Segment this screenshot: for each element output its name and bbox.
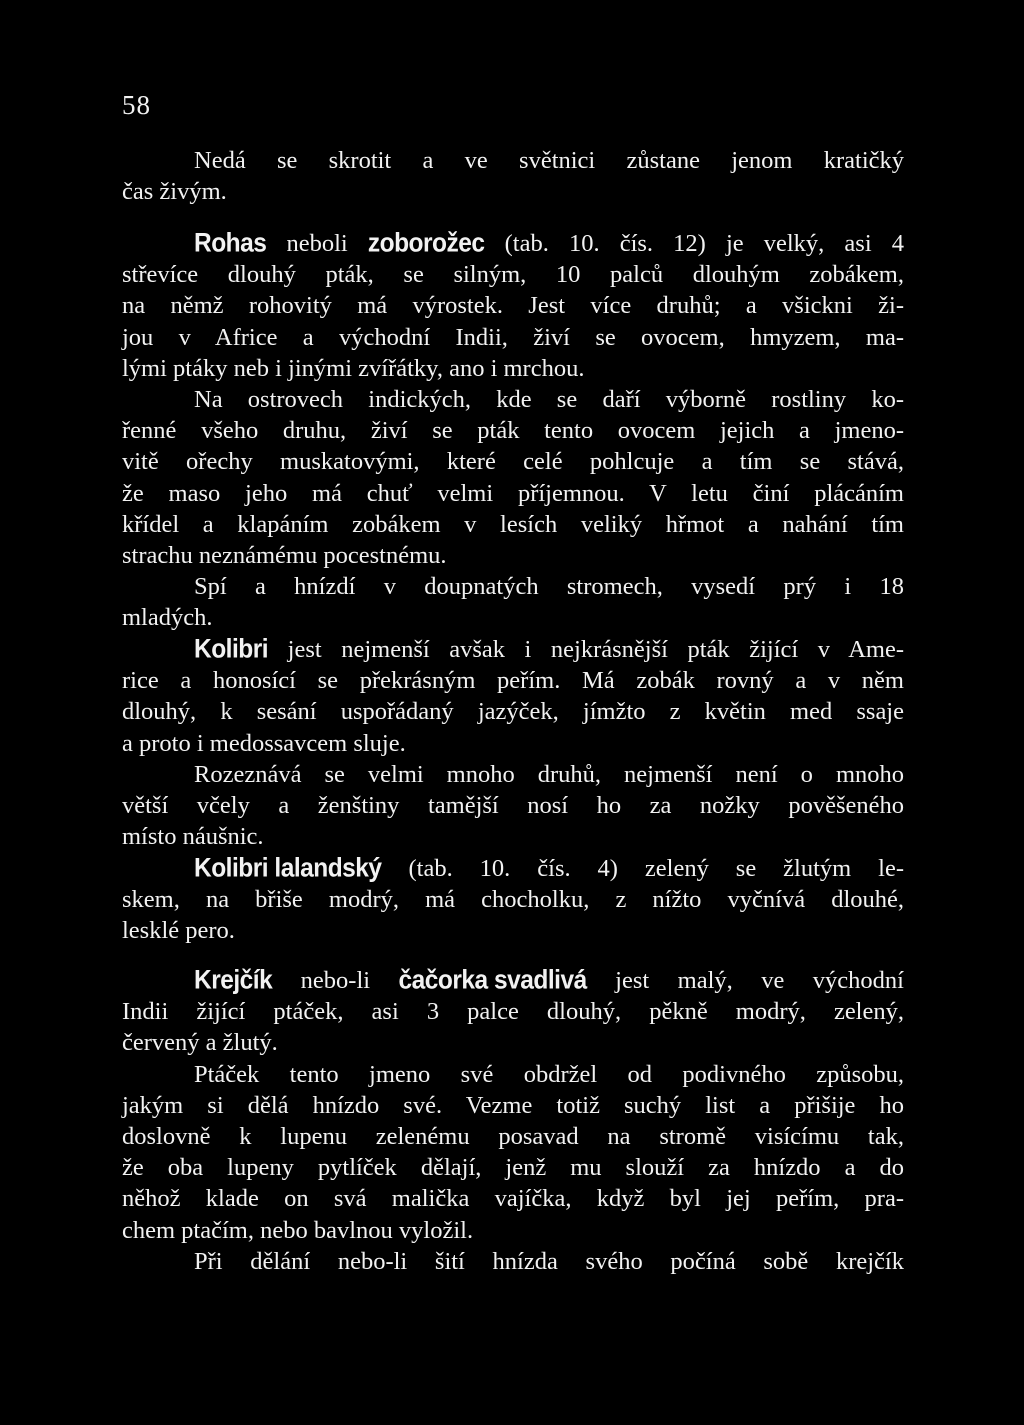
paragraph-kolibri: [122, 634, 904, 852]
text-fragment: (tab. 10. čís. 4) zelený se žlutým le-: [381, 855, 904, 882]
text-line: dlouhý, k sesání uspořádaný jazýček, jímžto z květin med ssaje: [122, 698, 904, 726]
heading-keyword: zoborožec: [367, 228, 485, 259]
text-line: Rozeznává se velmi mnoho druhů, nejmenší není o mnoho: [194, 760, 904, 788]
text-line: místo náušnic.: [122, 823, 264, 851]
text-line: na němž rohovitý má výrostek. Jest více druhů; a všickni ži-: [122, 292, 904, 320]
text-line: něhož klade on svá malička vajíčka, když byl jej peřím, pra-: [122, 1185, 904, 1213]
text-fragment: neboli: [266, 230, 368, 257]
text-line: jakým si dělá hnízdo své. Vezme totiž suchý list a přišije ho: [122, 1091, 904, 1119]
paragraph-rohas: [122, 228, 904, 633]
heading-keyword: čačorka svadlivá: [398, 965, 587, 996]
paragraph-krejcik: [122, 965, 904, 1277]
text-line: skem, na břiše modrý, má chocholku, z nížto vyčnívá dlouhé,: [122, 886, 904, 914]
page-number: 58: [122, 90, 151, 120]
text-line: doslovně k lupenu zelenému posavad na stromě visícímu tak,: [122, 1122, 904, 1150]
heading-keyword: Kolibri lalandský: [194, 853, 382, 884]
paragraph-intro-end: [122, 145, 904, 207]
text-line: mladých.: [122, 604, 213, 632]
text-line: Na ostrovech indických, kde se daří výborně rostliny ko-: [194, 385, 904, 413]
text-line: lými ptáky neb i jinými zvířátky, ano i mrchou.: [122, 354, 585, 382]
text-fragment: jest malý, ve východní: [586, 967, 904, 994]
text-line: jou v Africe a východní Indii, živí se ovocem, hmyzem, ma-: [122, 323, 904, 351]
text-line: chem ptačím, nebo bavlnou vyložil.: [122, 1216, 474, 1244]
heading-keyword: Krejčík: [194, 965, 273, 996]
text-line: že oba lupeny pytlíček dělají, jenž mu slouží za hnízdo a do: [122, 1154, 904, 1182]
text-fragment: (tab. 10. čís. 12) je velký, asi 4: [484, 230, 904, 257]
text-line: červený a žlutý.: [122, 1029, 278, 1057]
text-line: křídel a klapáním zobákem v lesích veliký hřmot a nahání tím: [122, 510, 904, 538]
text-line: Při dělání nebo-li šití hnízda svého počíná sobě krejčík: [194, 1247, 904, 1275]
text-line: [122, 634, 904, 665]
text-line: že maso jeho má chuť velmi příjemnou. V letu činí plácáním: [122, 479, 904, 507]
text-line: Indii žijící ptáček, asi 3 palce dlouhý, pěkně modrý, zelený,: [122, 998, 904, 1026]
text-line: řenné všeho druhu, živí se pták tento ovocem jejich a jmeno-: [122, 417, 904, 445]
heading-keyword: Rohas: [194, 228, 267, 259]
heading-keyword: Kolibri: [194, 634, 269, 665]
text-line: Nedá se skrotit a ve světnici zůstane jenom kratičký: [194, 147, 904, 174]
text-line: Spí a hnízdí v doupnatých stromech, vysedí prý i 18: [194, 573, 904, 601]
text-line: strachu neznámému pocestnému.: [122, 541, 447, 569]
text-line: rice a honosící se překrásným peřím. Má zobák rovný a v něm: [122, 667, 904, 695]
text-fragment: jest nejmenší avšak i nejkrásnější pták žijící v Ame-: [268, 636, 904, 663]
text-line: [122, 965, 904, 996]
paragraph-kolibri-lalandsky: [122, 853, 904, 947]
text-fragment: nebo-li: [272, 967, 399, 994]
text-line: lesklé pero.: [122, 917, 235, 945]
text-line: [122, 853, 904, 884]
text-line: Ptáček tento jmeno své obdržel od podivného způsobu,: [194, 1060, 904, 1088]
text-line: a proto i medossavcem sluje.: [122, 729, 406, 757]
text-line: větší včely a ženštiny tamější nosí ho za nožky pověšeného: [122, 791, 904, 819]
text-line: vitě ořechy muskatovými, které celé pohlcuje a tím se stává,: [122, 448, 904, 476]
text-line: čas živým.: [122, 178, 227, 206]
text-line: střevíce dlouhý pták, se silným, 10 palců dlouhým zobákem,: [122, 261, 904, 289]
text-line: [122, 228, 904, 259]
